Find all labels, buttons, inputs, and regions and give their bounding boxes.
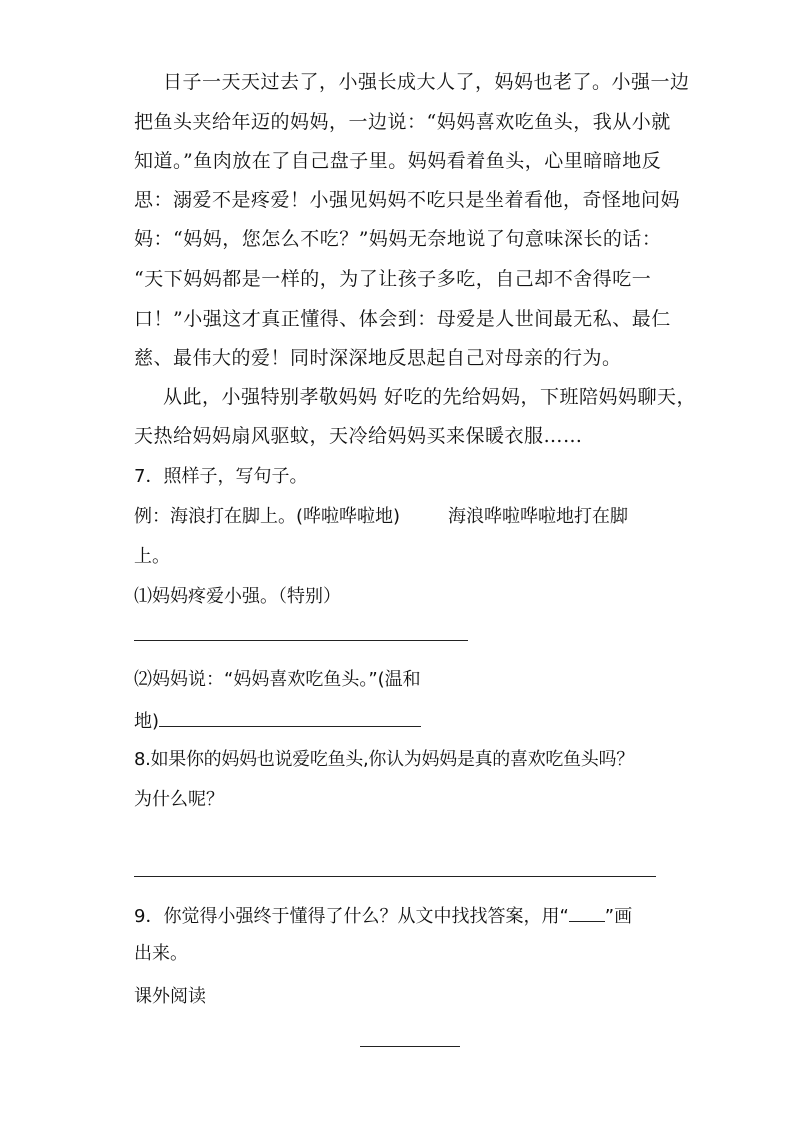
- example-answer: 海浪哗啦哗啦地打在脚: [448, 506, 629, 527]
- passage-line: “天下妈妈都是一样的，为了让孩子多吃，自己却不舍得吃一: [134, 268, 652, 290]
- answer-line-8[interactable]: [134, 876, 656, 877]
- answer-line-7-2[interactable]: [159, 708, 421, 727]
- question-8-text-cont: 为什么呢？: [134, 789, 224, 810]
- question-7-sentence-1: ⑴妈妈疼爱小强。（特别）: [134, 586, 341, 607]
- answer-line-7-1[interactable]: [134, 640, 468, 641]
- passage-line: 日子一天天过去了，小强长成大人了，妈妈也老了。小强一边: [163, 71, 690, 93]
- passage-line: 把鱼头夹给年迈的妈妈，一边说：“妈妈喜欢吃鱼头，我从小就: [134, 111, 671, 133]
- underline-sample: [569, 903, 605, 922]
- passage-line: 从此，小强特别孝敬妈妈 好吃的先给妈妈，下班陪妈妈聊天，: [163, 386, 697, 408]
- question-7-sentence-2-cont: 地): [134, 708, 674, 734]
- question-7-title: 7．照样子，写句子。: [134, 466, 308, 487]
- example-original: 例：海浪打在脚上。(哗啦哗啦地): [134, 506, 401, 527]
- passage-line: 妈：“妈妈，您怎么不吃？”妈妈无奈地说了句意味深长的话：: [134, 228, 662, 250]
- question-7-example-cont: 上。: [134, 546, 170, 567]
- question-9-text: 9．你觉得小强终于懂得了什么？从文中找找答案，用“ ”画: [134, 903, 674, 929]
- section-heading: 课外阅读: [134, 986, 206, 1007]
- passage-line: 天热给妈妈扇风驱蚊，天冷给妈妈买来保暖衣服……: [134, 425, 583, 447]
- passage-line: 口！”小强这才真正懂得、体会到：母爱是人世间最无私、最仁: [134, 308, 671, 330]
- question-8-text: 8.如果你的妈妈也说爱吃鱼头,你认为妈妈是真的喜欢吃鱼头吗？: [134, 749, 634, 770]
- question-7-sentence-2: ⑵妈妈说：“妈妈喜欢吃鱼头。”(温和: [134, 669, 421, 690]
- question-9-text-cont: 出来。: [134, 943, 188, 964]
- footer-rule: [360, 1046, 460, 1047]
- passage-line: 慈、最伟大的爱！同时深深地反思起自己对母亲的行为。: [134, 347, 622, 369]
- passage-line: 知道。”鱼肉放在了自己盘子里。妈妈看着鱼头，心里暗暗地反: [134, 150, 662, 172]
- passage-line: 思：溺爱不是疼爱！小强见妈妈不吃只是坐着看他，奇怪地问妈: [134, 189, 681, 211]
- question-7-example: [134, 505, 674, 529]
